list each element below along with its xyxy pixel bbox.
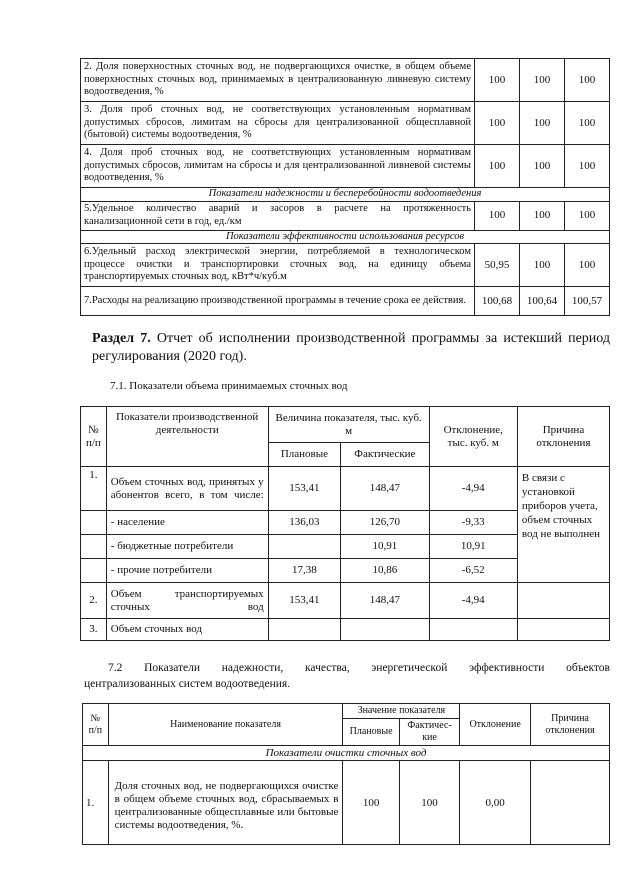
row-planned: 153,41: [268, 467, 340, 511]
row-actual: 100: [399, 761, 459, 845]
row-name: - прочие потребители: [106, 559, 268, 583]
table-header-row: [81, 407, 610, 443]
row-name: Объем транспортируемых сточных вод: [106, 583, 268, 619]
table-row: [81, 201, 610, 230]
table-row: [81, 619, 610, 641]
value-cell: 100: [565, 145, 610, 188]
row-planned: 153,41: [268, 583, 340, 619]
value-cell: 100: [565, 102, 610, 145]
value-cell: 100,64: [520, 287, 565, 316]
col-header-planned: Плановые: [343, 719, 399, 746]
row-planned: [268, 535, 340, 559]
row-num: 1.: [83, 761, 109, 845]
table-row: [81, 287, 610, 316]
value-cell: 100: [565, 244, 610, 287]
subsection-7-1-title: 7.1. Показатели объема принимаемых сточных вод: [110, 380, 348, 392]
table-header-row: [83, 704, 610, 719]
indicator-text: 5.Удельное количество аварий и засоров в расчете на протяженность канализационной сети в год, ед./км: [81, 201, 475, 230]
value-cell: 100: [475, 201, 520, 230]
table-row: [81, 467, 610, 511]
row-actual: 10,86: [341, 559, 429, 583]
value-cell: 100: [475, 145, 520, 188]
value-cell: 100: [565, 59, 610, 102]
value-cell: 100: [520, 102, 565, 145]
col-header-num: № п/п: [81, 407, 107, 467]
row-deviation: [429, 619, 517, 641]
indicator-text: 2. Доля поверхностных сточных вод, не подвергающихся очистке, в общем объеме поверхностных сточных вод, принимаемых в централизованную ливневую систему водоотведения, %: [81, 59, 475, 102]
indicators-table-continued: [80, 58, 610, 316]
row-name: - бюджетные потребители: [106, 535, 268, 559]
value-cell: 100: [520, 244, 565, 287]
reason-cell-empty: [517, 619, 609, 641]
table-row: [81, 145, 610, 188]
col-header-reason: Причина отклонения: [531, 704, 610, 746]
value-cell: 100: [520, 59, 565, 102]
row-num: [81, 559, 107, 583]
indicator-text: 4. Доля проб сточных вод, не соответствующих установленным нормативам допустимых сбросов, лимитам на сбросы и для централизованной ливневой системы водоотведения, %: [81, 145, 475, 188]
table-row: [83, 761, 610, 845]
row-planned: 100: [343, 761, 399, 845]
table-row: [81, 59, 610, 102]
section-7-title: Отчет об исполнении производственной программы за истекший период регулирования (2020 год).: [92, 331, 611, 364]
col-header-planned: Плановые: [268, 443, 340, 467]
section-heading-reliability: Показатели надежности и бесперебойности водоотведения: [81, 188, 610, 202]
value-cell: 100: [565, 201, 610, 230]
row-actual: [341, 619, 429, 641]
indicator-text: 6.Удельный расход электрической энергии, потребляемой в технологическом процессе очистки и транспортировки сточных вод, на единицу объема транспортируемых сточных вод, кВт*ч/куб.м: [81, 244, 475, 287]
col-header-actual: Фактичес-кие: [399, 719, 459, 746]
row-num: 3.: [81, 619, 107, 641]
row-planned: [268, 619, 340, 641]
row-name: - население: [106, 511, 268, 535]
section-7-number: Раздел 7.: [92, 331, 151, 346]
value-cell: 100: [475, 59, 520, 102]
col-header-value: Значение показателя: [343, 704, 460, 719]
col-header-num: № п/п: [83, 704, 109, 746]
value-cell: 100: [520, 145, 565, 188]
row-actual: 126,70: [341, 511, 429, 535]
table-row: [81, 583, 610, 619]
col-header-indicator: Показатели производственной деятельности: [106, 407, 268, 467]
section-row: [81, 230, 610, 244]
row-deviation: 0,00: [460, 761, 531, 845]
row-num: [81, 511, 107, 535]
row-deviation: -4,94: [429, 467, 517, 511]
row-num: [81, 535, 107, 559]
row-deviation: 10,91: [429, 535, 517, 559]
col-header-name: Наименование показателя: [108, 704, 343, 746]
indicator-text: 7.Расходы на реализацию производственной программы в течение срока ее действия.: [81, 287, 475, 316]
value-cell: 100: [520, 201, 565, 230]
section-7-heading: [92, 330, 610, 366]
row-deviation: -4,94: [429, 583, 517, 619]
section-heading-efficiency: Показатели эффективности использования ресурсов: [81, 230, 610, 244]
row-deviation: -6,52: [429, 559, 517, 583]
table-row: [81, 102, 610, 145]
row-name: Доля сточных вод, не подвергающихся очистке в общем объеме сточных вод, сбрасываемых в централизованные общесплавные или бытовые системы водоотведения, %.: [108, 761, 343, 845]
reliability-indicators-table: [82, 703, 610, 845]
row-num: 2.: [81, 583, 107, 619]
row-num: 1.: [81, 467, 107, 511]
row-name: Объем сточных вод: [106, 619, 268, 641]
row-actual: 148,47: [341, 467, 429, 511]
reason-cell-empty: [517, 583, 609, 619]
table-row: [81, 244, 610, 287]
row-planned: 17,38: [268, 559, 340, 583]
value-cell: 100: [475, 102, 520, 145]
row-actual: 10,91: [341, 535, 429, 559]
subsection-7-2-line2: централизованных систем водоотведения.: [84, 678, 291, 690]
value-cell: 100,57: [565, 287, 610, 316]
row-actual: 148,47: [341, 583, 429, 619]
section-row: [81, 188, 610, 202]
col-header-deviation: Отклонение, тыс. куб. м: [429, 407, 517, 467]
col-header-deviation: Отклонение: [460, 704, 531, 746]
reason-cell: В связи с установкой приборов учета, объем сточных вод не выполнен: [517, 467, 609, 583]
row-planned: 136,03: [268, 511, 340, 535]
wastewater-volume-table: [80, 406, 610, 641]
indicator-text: 3. Доля проб сточных вод, не соответствующих установленным нормативам допустимых сбросов, лимитам на сбросы для централизованной общесплавной (бытовой) системы водоотведения, %: [81, 102, 475, 145]
section-heading-treatment: Показатели очистки сточных вод: [83, 746, 610, 761]
value-cell: 100,68: [475, 287, 520, 316]
reason-cell-empty: [531, 761, 610, 845]
subsection-7-2-line1: 7.2 Показатели надежности, качества, энергетической эффективности объектов: [108, 662, 610, 674]
value-cell: 50,95: [475, 244, 520, 287]
col-header-actual: Фактические: [341, 443, 429, 467]
row-name: Объем сточных вод, принятых у абонентов всего, в том числе:: [106, 467, 268, 511]
row-deviation: -9,33: [429, 511, 517, 535]
subsection-7-2-title: [84, 660, 610, 692]
col-header-value: Величина показателя, тыс. куб. м: [268, 407, 429, 443]
col-header-reason: Причина отклонения: [517, 407, 609, 467]
section-row: [83, 746, 610, 761]
